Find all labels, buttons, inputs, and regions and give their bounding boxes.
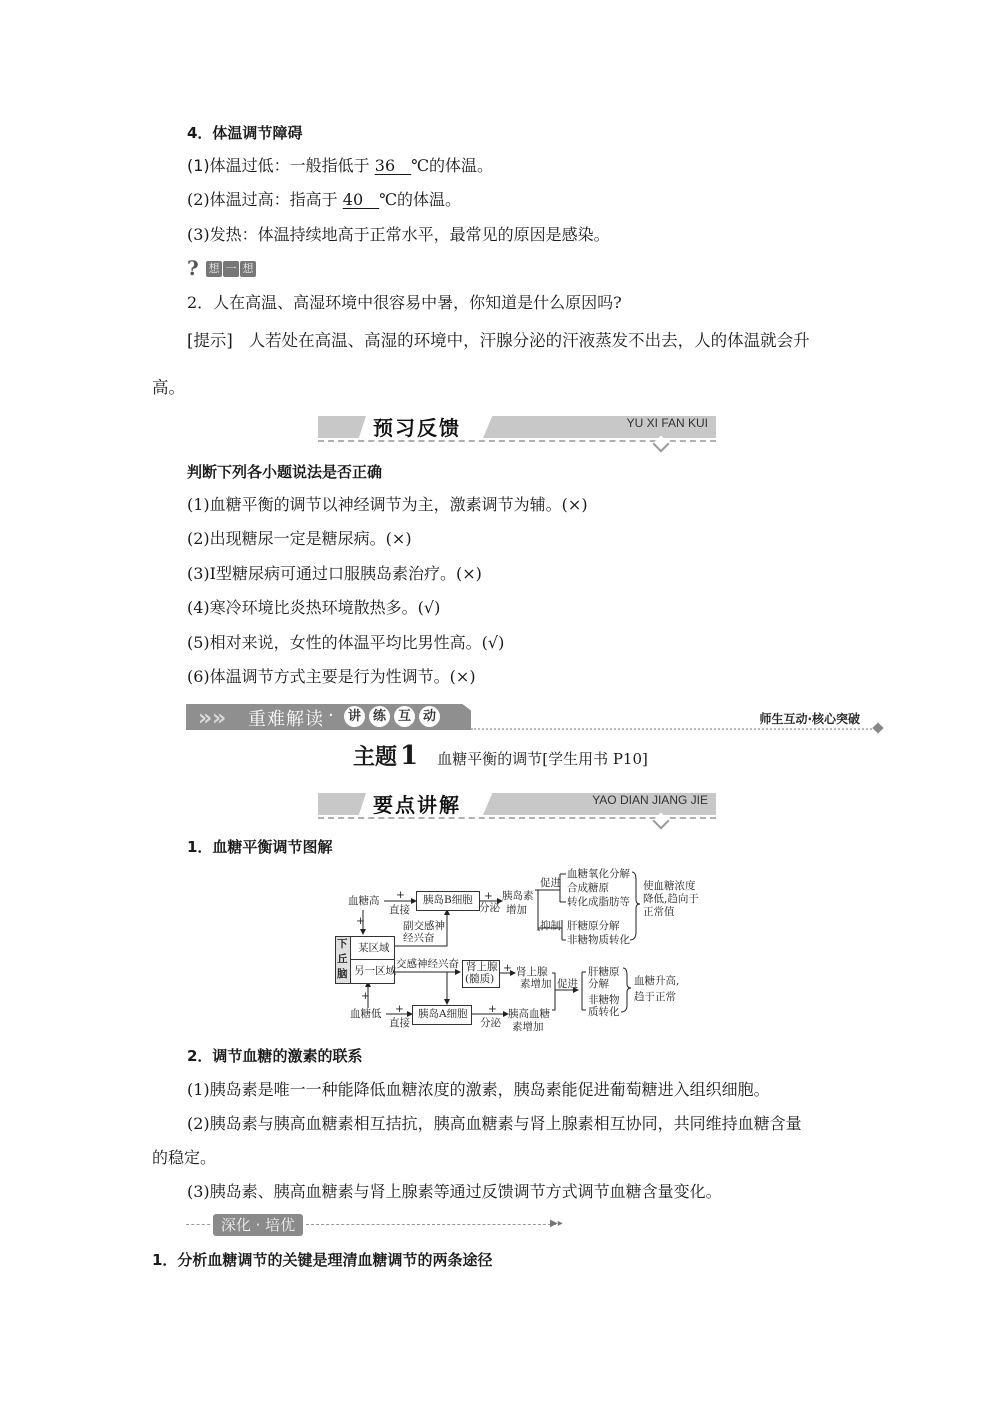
- circle-char: 练: [369, 706, 390, 727]
- item-text: ℃的体温。: [379, 190, 462, 209]
- banner-slab: [318, 793, 366, 815]
- diagram-heading: 1．血糖平衡调节图解: [187, 838, 333, 856]
- banner-slab: [318, 416, 366, 438]
- topic-reference: [学生用书 P10]: [542, 750, 648, 768]
- hypothalamus-box: [335, 936, 395, 984]
- topic-name: 血糖平衡的调节: [437, 750, 543, 768]
- plus-sign: +: [503, 962, 512, 974]
- chevron-down-icon: [653, 436, 670, 453]
- section-subtitle: 师生互动·核心突破: [759, 712, 860, 726]
- inhibit-label: 抑制: [540, 920, 561, 932]
- question-mark-icon: ?: [187, 256, 199, 280]
- key-points-banner: [318, 790, 716, 820]
- region-b-label: 另一区域: [354, 965, 396, 977]
- hormones-paragraph-3: (3)胰岛素、胰高血糖素与肾上腺素等通过反馈调节方式调节血糖含量变化。: [187, 1182, 722, 1201]
- beta-cell-label: 胰岛B细胞: [423, 894, 473, 906]
- direct-label: 直接: [389, 904, 410, 916]
- hormones-paragraph-2: (2)胰岛素与胰高血糖素相互拮抗，胰高血糖素与肾上腺素相互协同，共同维持血糖含量: [187, 1114, 802, 1133]
- adrenaline-increase-label: 素增加: [520, 978, 552, 990]
- circle-char: 互: [394, 706, 415, 727]
- judge-item: (1)血糖平衡的调节以神经调节为主，激素调节为辅。(×): [187, 495, 588, 514]
- double-chevron-icon: »: [212, 706, 227, 731]
- chevron-down-icon: [653, 813, 670, 830]
- item-label: (3)发热：: [187, 225, 258, 244]
- item-text: 指高于: [289, 190, 343, 209]
- insulin-increase-label: 胰岛素: [502, 890, 534, 902]
- topic-label: 主题: [353, 745, 398, 770]
- banner-title: 要点讲解: [373, 793, 461, 817]
- section-heading-thermoregulation-disorders: 4．体温调节障碍: [187, 124, 303, 142]
- plus-sign: +: [396, 889, 405, 901]
- secrete-label: 分泌: [480, 1017, 501, 1029]
- alpha-cell-label: 胰岛A细胞: [418, 1008, 468, 1020]
- insulin-result: 降低,趋向于: [643, 893, 699, 905]
- glucagon-increase-label: 胰高血糖: [508, 1008, 550, 1020]
- item-text: 体温持续地高于正常水平，最常见的原因是感染。: [257, 225, 610, 244]
- raise-effect: 肝糖原: [588, 966, 620, 978]
- hint-label: [提示]: [187, 331, 233, 350]
- preview-feedback-banner: [318, 413, 716, 443]
- raise-result: 血糖升高,: [634, 975, 680, 987]
- raise-effect: 质转化: [588, 1006, 620, 1018]
- hormones-paragraph-1: (1)胰岛素是唯一一种能降低血糖浓度的激素，胰岛素能促进葡萄糖进入组织细胞。: [187, 1080, 770, 1099]
- region-a-label: 某区域: [358, 942, 390, 954]
- plus-sign: +: [356, 915, 365, 927]
- hormones-paragraph-2-cont: 的稳定。: [152, 1148, 217, 1167]
- adrenaline-increase-label: 肾上腺: [516, 966, 548, 978]
- insulin-result: 正常值: [643, 906, 675, 918]
- adrenal-label: 肾上腺: [466, 961, 498, 973]
- promote-label: 促进: [540, 877, 561, 889]
- think-question: 2．人在高温、高湿环境中很容易中暑，你知道是什么原因吗?: [187, 293, 622, 312]
- item-label: (2)体温过高：: [187, 190, 290, 209]
- insulin-inhibit-effect: 非糖物质转化: [567, 934, 630, 946]
- think-char: 一: [223, 261, 239, 277]
- parasympathetic-label: 经兴奋: [403, 932, 435, 944]
- banner-title: 预习反馈: [373, 416, 461, 440]
- item-label: (1)体温过低：: [187, 156, 290, 175]
- dashed-line: [186, 1224, 210, 1225]
- hypothalamus-char: 丘: [337, 953, 348, 965]
- glucagon-increase-label: 素增加: [512, 1021, 544, 1033]
- promote-label: 促进: [557, 978, 578, 990]
- deepen-tag: 深化 · 培优: [213, 1214, 303, 1236]
- judge-item: (6)体温调节方式主要是行为性调节。(×): [187, 667, 476, 686]
- circle-char: 动: [419, 706, 440, 727]
- insulin-effect: 合成糖原: [567, 882, 609, 894]
- raise-effect: 非糖物: [588, 994, 620, 1006]
- judge-item: (4)寒冷环境比炎热环境散热多。(√): [187, 598, 441, 617]
- plus-sign: +: [484, 890, 493, 902]
- separator-dot: ·: [328, 705, 335, 726]
- banner-pinyin: YAO DIAN JIANG JIE: [592, 793, 708, 807]
- section-header-key-difficulties: [186, 704, 886, 734]
- hypothalamus-char: 脑: [337, 968, 348, 980]
- adrenal-box: [462, 960, 500, 988]
- judge-heading: 判断下列各小题说法是否正确: [187, 463, 383, 481]
- hypothalamus-char: 下: [337, 938, 348, 950]
- insulin-effect: 血糖氧化分解: [567, 868, 630, 880]
- high-glucose-label: 血糖高: [348, 895, 380, 907]
- parasympathetic-label: 副交感神: [403, 920, 445, 932]
- double-chevron-icon: »: [198, 706, 213, 731]
- plus-sign: +: [488, 1003, 497, 1015]
- plus-sign: +: [395, 1003, 404, 1015]
- think-char: 想: [240, 261, 256, 277]
- double-arrow-icon: ▶▸: [550, 1218, 563, 1229]
- sympathetic-label: 交感神经兴奋: [396, 958, 459, 970]
- item-text: ℃的体温。: [411, 156, 494, 175]
- alpha-cell-box: [412, 1005, 472, 1025]
- hint-line-1: [187, 330, 810, 352]
- low-glucose-label: 血糖低: [350, 1008, 382, 1020]
- insulin-effect: 转化成脂肪等: [567, 896, 630, 908]
- hint-line-2: 高。: [152, 378, 185, 397]
- circle-char: 讲: [344, 706, 365, 727]
- raise-result: 趋于正常: [634, 991, 676, 1003]
- dashed-line: [306, 1224, 556, 1225]
- judge-item: (3)Ⅰ型糖尿病可通过口服胰岛素治疗。(×): [187, 564, 482, 583]
- dotted-divider: [471, 728, 876, 730]
- insulin-result: 使血糖浓度: [643, 880, 696, 892]
- diamond-icon: [872, 722, 883, 733]
- banner-pinyin: YU XI FAN KUI: [626, 416, 708, 430]
- item-fever: [187, 224, 610, 246]
- section-title: 重难解读: [248, 709, 324, 730]
- hint-text: 人若处在高温、高湿的环境中，汗腺分泌的汗液蒸发不出去，人的体温就会升: [248, 331, 810, 350]
- region-divider: [350, 959, 394, 960]
- plus-sign: +: [361, 990, 370, 1002]
- direct-label: 直接: [389, 1017, 410, 1029]
- insulin-increase-label: 增加: [506, 904, 527, 916]
- item-hypothermia: [187, 155, 493, 177]
- hormones-heading: 2．调节血糖的激素的联系: [187, 1047, 363, 1065]
- topic-title: [353, 740, 648, 771]
- item-text: 一般指低于: [289, 156, 375, 175]
- item-hyperthermia: [187, 189, 461, 211]
- topic-number: 1: [400, 741, 419, 771]
- raise-effect: 分解: [588, 978, 609, 990]
- insulin-inhibit-effect: 肝糖原分解: [567, 920, 620, 932]
- think-char: 想: [206, 261, 222, 277]
- deepen-item-1: 1．分析血糖调节的关键是理清血糖调节的两条途径: [152, 1251, 493, 1269]
- deepen-tag-bar: [186, 1214, 586, 1236]
- judge-item: (2)出现糖尿一定是糖尿病。(×): [187, 529, 412, 548]
- judge-item: (5)相对来说，女性的体温平均比男性高。(√): [187, 633, 505, 652]
- secrete-label: 分泌: [479, 902, 500, 914]
- glucose-regulation-diagram: [330, 860, 730, 1040]
- beta-cell-box: [416, 891, 480, 911]
- blank-answer: 40: [342, 190, 380, 209]
- blank-answer: 36: [374, 156, 412, 175]
- adrenal-label: (髓质): [465, 973, 495, 985]
